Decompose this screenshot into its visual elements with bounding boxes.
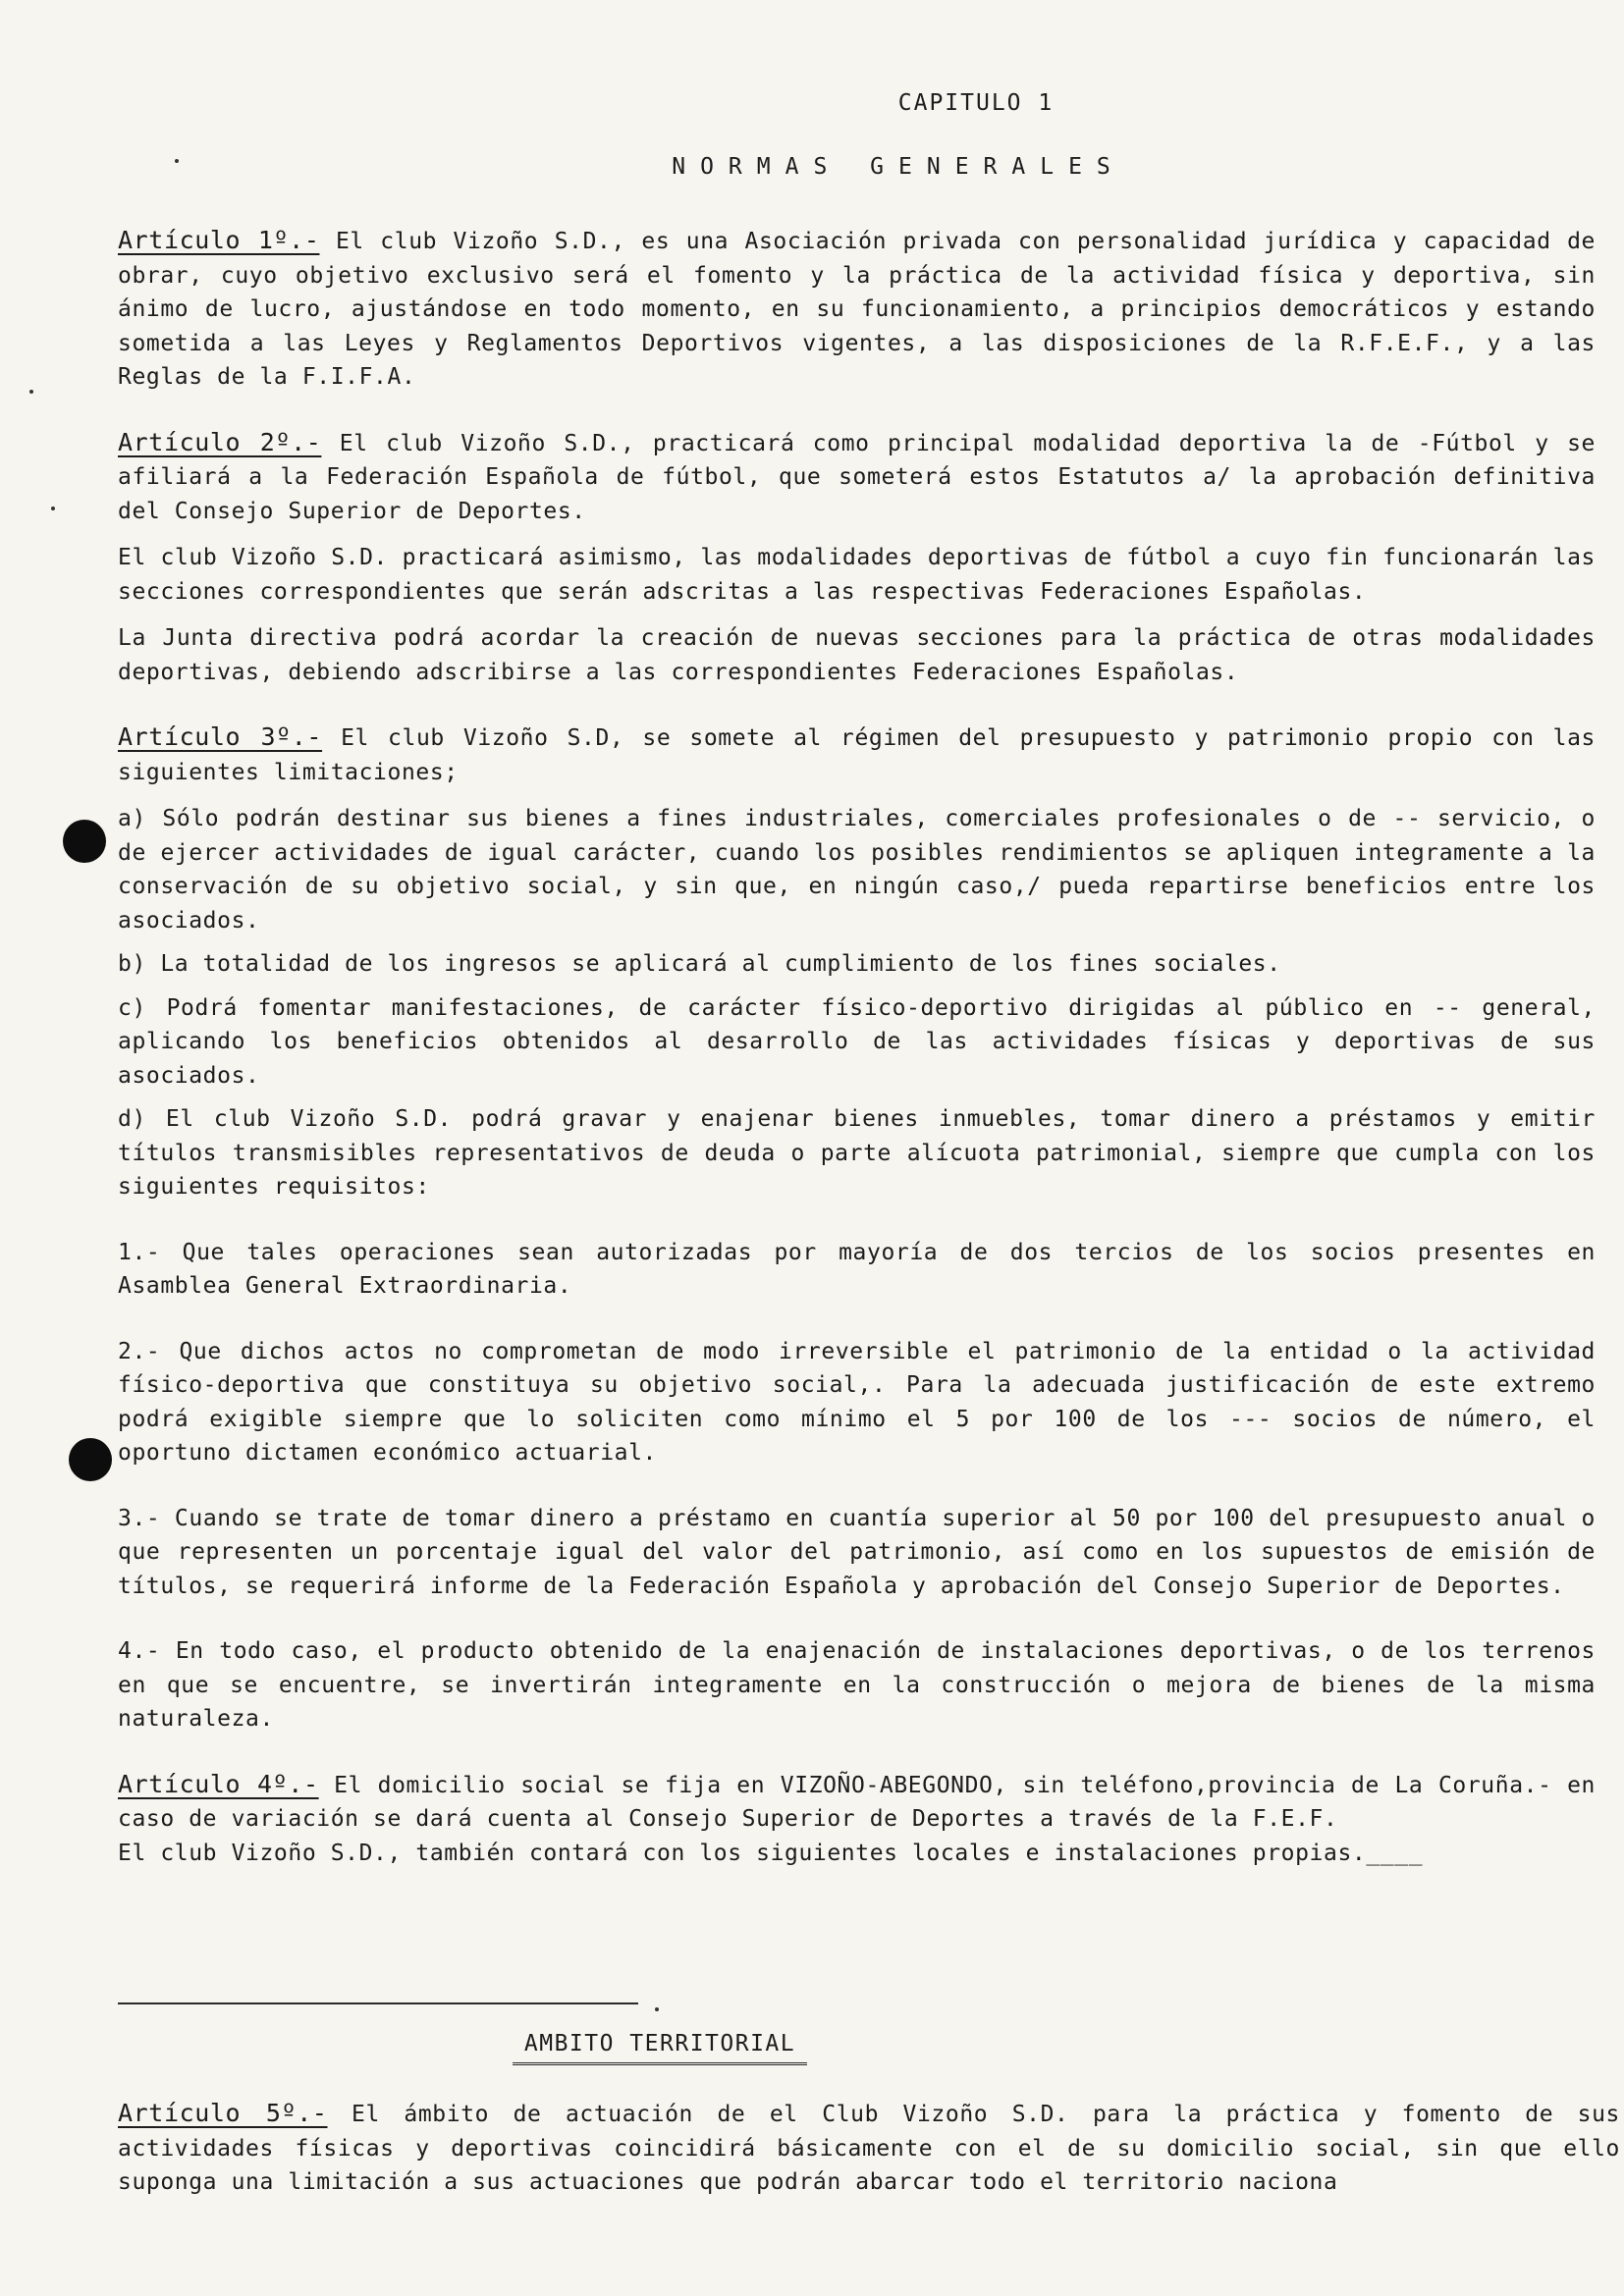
article-3-item-b: b) La totalidad de los ingresos se aplicará al cumplimiento de los fines sociales. <box>118 951 1281 977</box>
article-2 <box>118 426 1596 529</box>
article-1 <box>118 224 1596 395</box>
section-heading <box>0 154 1316 180</box>
chapter-heading-text: CAPITULO 1 <box>897 90 1055 116</box>
ink-speck <box>655 2007 659 2011</box>
punch-hole-bottom <box>69 1438 112 1481</box>
article-1-text: El club Vizoño S.D., es una Asociación privada con personalidad jurídica y capacidad de obrar, cuyo objetivo exclusivo será el fomento y la práctica de la actividad física y deportiva, sin ánimo de lucro, ajustándose en todo momento, en su funcionamiento, a principios democráticos y estando sometida a las Leyes y Reglamentos Deportivos vigentes, a las disposiciones de la R.F.E.F., y a las Reglas de la F.I.F.A. <box>118 229 1597 390</box>
articles-body <box>118 224 1596 1870</box>
article-3-text: El club Vizoño S.D, se somete al régimen del presupuesto y patrimonio propio con las siguientes limitaciones; <box>118 725 1596 785</box>
article-5-label: Artículo 5º.- <box>118 2099 328 2127</box>
article-3-item-c: c) Podrá fomentar manifestaciones, de carácter físico-deportivo dirigidas al público en -- general, aplicando los beneficios obtenidos al desarrollo de las actividades físicas y deportivas de sus asociados. <box>118 994 1596 1089</box>
article-3-requirement-4: 4.- En todo caso, el producto obtenido de la enajenación de instalaciones deportivas, o de los terrenos en que se encuentre, se invertirán integramente en la construcción o mejora de bienes de la misma naturaleza. <box>118 1638 1596 1732</box>
territorial-heading-text: AMBITO TERRITORIAL <box>523 2031 796 2056</box>
article-3-item-d: d) El club Vizoño S.D. podrá gravar y enajenar bienes inmuebles, tomar dinero a préstamos y emitir títulos transmisibles representativos de deuda o parte alícuota patrimonial, siempre que cumpla con los siguientes requisitos: <box>118 1106 1596 1200</box>
article-2-paragraph-2: El club Vizoño S.D. practicará asimismo, las modalidades deportivas de fútbol a cuyo fin funcionarán las secciones correspondientes que serán adscritas a las respectivas Federaciones Españolas. <box>118 545 1596 605</box>
punch-hole-top <box>63 820 106 863</box>
article-4-paragraph-2: El club Vizoño S.D., también contará con los siguientes locales e instalaciones propias.____ <box>118 1840 1424 1866</box>
article-4 <box>118 1768 1596 1837</box>
article-4-label: Artículo 4º.- <box>118 1769 319 1798</box>
article-5-text: El ámbito de actuación de el Club Vizoño S.D. para la práctica y fomento de sus actividades físicas y deportivas coincidirá básicamente con el de su domicilio social, sin que ello suponga una limitación a sus actuaciones que podrán abarcar todo el territorio naciona <box>118 2102 1621 2195</box>
article-5-paragraph <box>118 2097 1620 2200</box>
article-4-text: El domicilio social se fija en VIZOÑO-ABEGONDO, sin teléfono,provincia de La Coruña.- en caso de variación se dará cuenta al Consejo Superior de Deportes a través de la F.E.F. <box>118 1772 1596 1832</box>
chapter-heading <box>0 90 1316 116</box>
section-heading-text: NORMAS GENERALES <box>672 154 1125 180</box>
article-3-requirement-1: 1.- Que tales operaciones sean autorizadas por mayoría de dos tercios de los socios presentes en Asamblea General Extraordinaria. <box>118 1239 1596 1299</box>
article-1-label: Artículo 1º.- <box>118 226 320 254</box>
article-3-label: Artículo 3º.- <box>118 722 323 751</box>
ink-speck <box>51 507 55 510</box>
territorial-heading <box>513 2031 807 2065</box>
ink-speck <box>29 390 33 394</box>
article-3-requirement-2: 2.- Que dichos actos no comprometan de modo irreversible el patrimonio de la entidad o la actividad físico-deportiva que constituya su objetivo social,. Para la adecuada justificación de este extremo podrá exigible siempre que lo soliciten como mínimo el 5 por 100 de los --- socios de número, el oportuno dictamen económico actuarial. <box>118 1338 1596 1466</box>
section-divider-line <box>118 2002 638 2004</box>
article-2-text: El club Vizoño S.D., practicará como principal modalidad deportiva la de -Fútbol y se afiliará a la Federación Española de fútbol, que someterá estos Estatutos a/ la aprobación definitiva del Consejo Superior de Deportes. <box>118 430 1596 524</box>
territorial-heading-rule <box>513 2062 807 2065</box>
article-3-item-a: a) Sólo podrán destinar sus bienes a fines industriales, comerciales profesionales o de -- servicio, o de ejercer actividades de igual carácter, cuando los posibles rendimientos se apliquen integramente a la conservación de su objetivo social, y sin que, en ningún caso,/ pueda repartirse beneficios entre los asociados. <box>118 806 1596 934</box>
article-2-paragraph-3: La Junta directiva podrá acordar la creación de nuevas secciones para la práctica de otras modalidades deportivas, debiendo adscribirse a las correspondientes Federaciones Españolas. <box>118 625 1596 685</box>
article-5 <box>118 2097 1620 2200</box>
article-3 <box>118 721 1596 789</box>
article-2-label: Artículo 2º.- <box>118 427 322 456</box>
article-3-requirement-3: 3.- Cuando se trate de tomar dinero a préstamo en cuantía superior al 50 por 100 del presupuesto anual o que representen un porcentaje igual del valor del patrimonio, así como en los supuestos de emisión de títulos, se requerirá informe de la Federación Española y aprobación del Consejo Superior de Deportes. <box>118 1505 1596 1599</box>
